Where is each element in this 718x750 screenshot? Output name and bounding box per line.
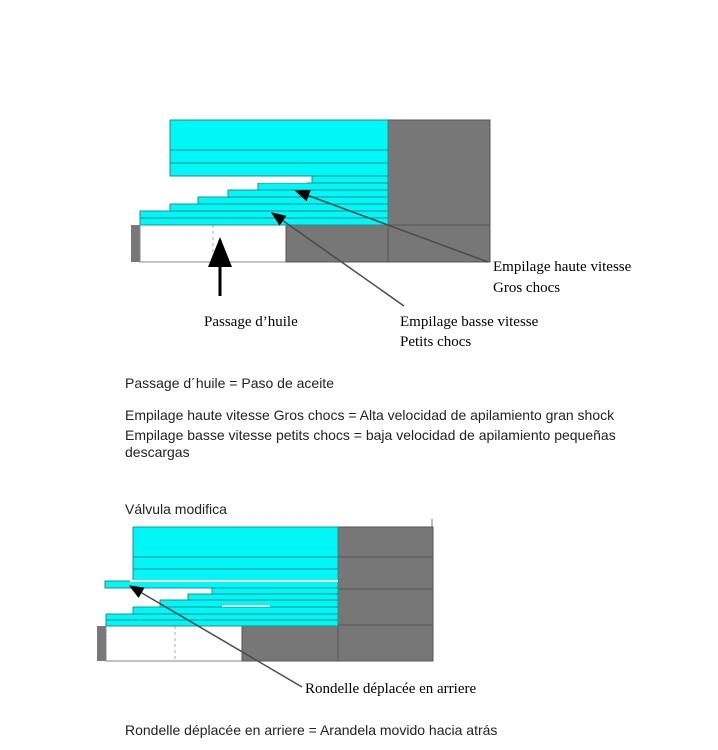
valve-diagram-original: [131, 120, 632, 350]
label-low-speed-2: Petits chocs: [400, 334, 472, 350]
translation-high-speed: Empilage haute vitesse Gros chocs = Alta velocidad de apilamiento gran shock: [125, 407, 615, 423]
high-speed-stack: [170, 120, 388, 176]
translation-oil-passage: Passage d´huile = Paso de aceite: [125, 375, 334, 391]
translation-low-speed-1: Empilage basse vitesse petits chocs = baja velocidad de apilamiento pequeñas: [125, 427, 616, 443]
base-plate-gray-2: [242, 626, 338, 661]
translation-washer: Rondelle déplacée en arriere = Arandela movido hacia atrás: [125, 722, 498, 738]
base-plate-gray: [286, 225, 388, 262]
base-plate-left-stub: [131, 225, 140, 262]
label-oil-passage: Passage d’huile: [204, 314, 298, 330]
high-speed-stack-2: [133, 527, 338, 581]
piston-body: [388, 120, 490, 262]
oil-passage-opening-2: [106, 626, 242, 661]
label-high-speed-2: Gros chocs: [493, 280, 561, 296]
base-plate-left-stub-2: [97, 626, 106, 661]
section-title-modified-valve: Válvula modifica: [125, 501, 227, 517]
low-speed-stack: [140, 176, 388, 225]
translation-low-speed-2: descargas: [125, 444, 190, 460]
label-low-speed-1: Empilage basse vitesse: [400, 314, 539, 330]
piston-body-2: [338, 527, 433, 661]
label-washer: Rondelle déplacée en arriere: [305, 681, 477, 697]
label-high-speed-1: Empilage haute vitesse: [493, 259, 632, 275]
valve-diagram-modified: [97, 519, 476, 697]
displaced-washer: [105, 581, 338, 588]
